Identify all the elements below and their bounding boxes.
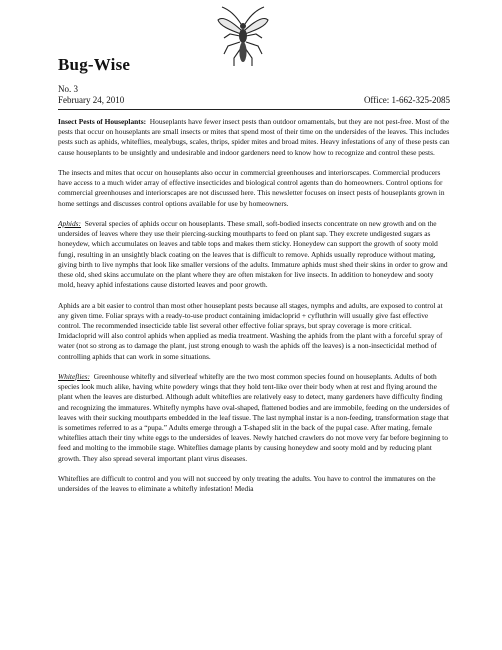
issue-info	[58, 84, 450, 105]
section-heading-whiteflies: Whiteflies:	[58, 372, 91, 382]
paragraph-intro	[58, 117, 450, 158]
issue-date: February 24, 2010	[58, 94, 125, 105]
insect-icon	[208, 4, 278, 74]
paragraph-aphids	[58, 219, 450, 290]
paragraph-text: Greenhouse whitefly and silverleaf whitefly are the two most common species found on houseplants. Adults of both species look much alike, having white powdery wings that they hold tent-like over their body when at rest and flying around the plant when the leaves are disturbed. Although adult whiteflies are relatively easy to detect, many gardeners have difficulty finding and recognizing the immatures. Whitefly nymphs have oval-shaped, flattened bodies and are immobile, feeding on the undersides of leaves with their sucking mouthparts embedded in the leaf tissue. The last nymphal instar is a non-feeding, transformation stage that is sometimes referred to as a “pupa.” Adults emerge through a T-shaped slit in the back of the pupal case. After mating, female whiteflies attach their tiny white eggs to the undersides of leaves. Newly hatched crawlers do not move very far before beginning to feed and molting to the immobile stage. Whiteflies damage plants by causing honeydew and sooty mold and by reducing plant growth. They also spread several important plant virus diseases.	[58, 372, 450, 463]
paragraph-text: Houseplants have fewer insect pests than outdoor ornamentals, but they are not pest-free. Most of the pests that occur on houseplants are small insects or mites that spend most of their time on the undersides of the leaves. This includes pests such as aphids, whiteflies, mealybugs, scales, thrips, spider mites and broad mites. Heavy infestations of any of these pests can cause houseplants to be unsightly and undesirable and indoor gardeners need to know how to recognize and control these pests.	[58, 117, 450, 157]
paragraph-text: Several species of aphids occur on houseplants. These small, soft-bodied insects concentrate on new growth and on the undersides of leaves where they use their piercing-sucking mouthparts to feed on plant sap. They excrete undigested sugars as honeydew, which accumulates on leaves and table tops and makes them sticky. Honeydew can support the growth of sooty mold fungi, resulting in an unsightly black coating on the leaves that is difficult to remove. Aphids usually reproduce without mating, giving birth to live nymphs that look like smaller versions of the adults. Immature aphids must shed their skins in order to grow and these old, shed skins accumulate on the plant where they are often mistaken for live insects. In addition to honeydew and sooty mold, heavy aphid infestations cause distorted leaves and poor growth.	[58, 219, 448, 290]
paragraph-whitefly-control: Whiteflies are difficult to control and you will not succeed by only treating the adults. You have to control the immatures on the undersides of the leaves to eliminate a whitefly infestation! Media	[58, 474, 436, 494]
article-body	[58, 117, 450, 505]
paragraph-aphid-control: Aphids are a bit easier to control than most other houseplant pests because all stages, nymphs and adults, are exposed to control at any given time. Foliar sprays with a ready-to-use product containing imidacloprid + cyfluthrin will usually give fast effective control. The recommended insecticide table list several other effective foliar sprays, but spray coverage is more critical. Imidacloprid will also control aphids when applied as media treatment. Washing the aphids from the plant with a forceful spray of water (not so strong as to damage the plant, just strong enough to wash the aphids off the leaves) is a non-insecticidal method of controlling aphids that can work in some situations.	[58, 300, 443, 361]
issue-number: No. 3	[58, 84, 78, 94]
header-divider	[58, 109, 450, 110]
section-heading-houseplants: Insect Pests of Houseplants:	[58, 117, 147, 126]
section-heading-aphids: Aphids:	[58, 219, 81, 228]
office-phone: Office: 1-662-325-2085	[363, 94, 450, 105]
paragraph-commercial: The insects and mites that occur on houseplants also occur in commercial greenhouses and interiorscapes. Commercial producers have access to a much wider array of effective insecticides and biological control agents than do homeowners. Control options for commercial greenhouses and interiorscapes are not discussed here. This newsletter focuses on insect pests of houseplants grown in home settings and discusses control options available for use by homeowners.	[58, 168, 445, 208]
newsletter-title: Bug-Wise	[58, 55, 131, 74]
paragraph-whiteflies	[58, 372, 450, 464]
